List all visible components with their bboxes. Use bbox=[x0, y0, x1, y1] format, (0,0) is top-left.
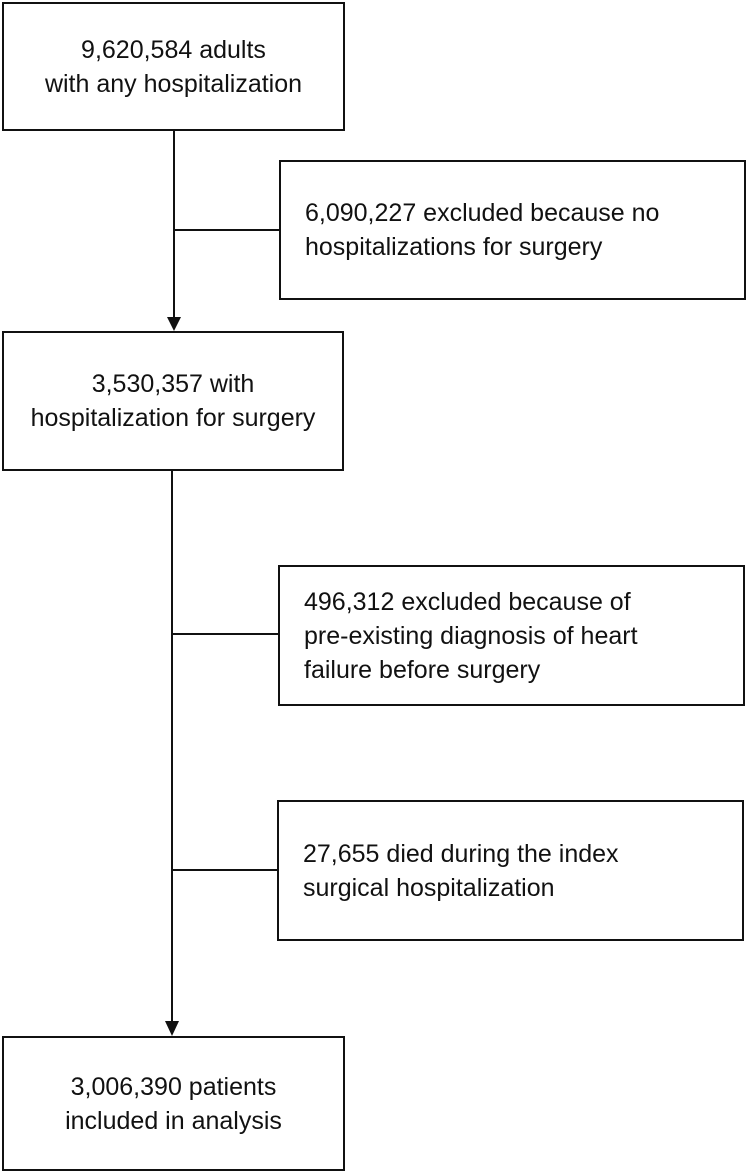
final-box-line-1: 3,006,390 patients bbox=[70, 1072, 277, 1101]
exclusion-3-line-1: 27,655 died during the index bbox=[303, 839, 619, 868]
final-box-line-2: included in analysis bbox=[65, 1106, 282, 1135]
exclusion-2-line-3: failure before surgery bbox=[304, 655, 541, 684]
exclusion-2-line-1: 496,312 excluded because of bbox=[304, 587, 631, 616]
surgery-box bbox=[2, 331, 344, 471]
arrowhead-final bbox=[165, 1021, 179, 1036]
start-box-line-1: 9,620,584 adults bbox=[81, 35, 266, 64]
start-box bbox=[2, 2, 345, 131]
exclusion-3-box bbox=[277, 800, 744, 941]
surgery-box-line-2: hospitalization for surgery bbox=[30, 404, 316, 432]
start-box-line-2: with any hospitalization bbox=[44, 69, 303, 98]
final-box bbox=[2, 1036, 345, 1171]
exclusion-2-line-2: pre-existing diagnosis of heart bbox=[304, 621, 638, 650]
exclusion-2-box bbox=[278, 565, 745, 706]
arrowhead-surgery bbox=[167, 317, 181, 331]
exclusion-1-line-2: hospitalizations for surgery bbox=[305, 233, 603, 261]
exclusion-3-line-2: surgical hospitalization bbox=[303, 873, 555, 902]
exclusion-1-line-1: 6,090,227 excluded because no bbox=[305, 199, 660, 227]
surgery-box-line-1: 3,530,357 with bbox=[91, 370, 255, 398]
exclusion-1-box bbox=[279, 160, 746, 300]
